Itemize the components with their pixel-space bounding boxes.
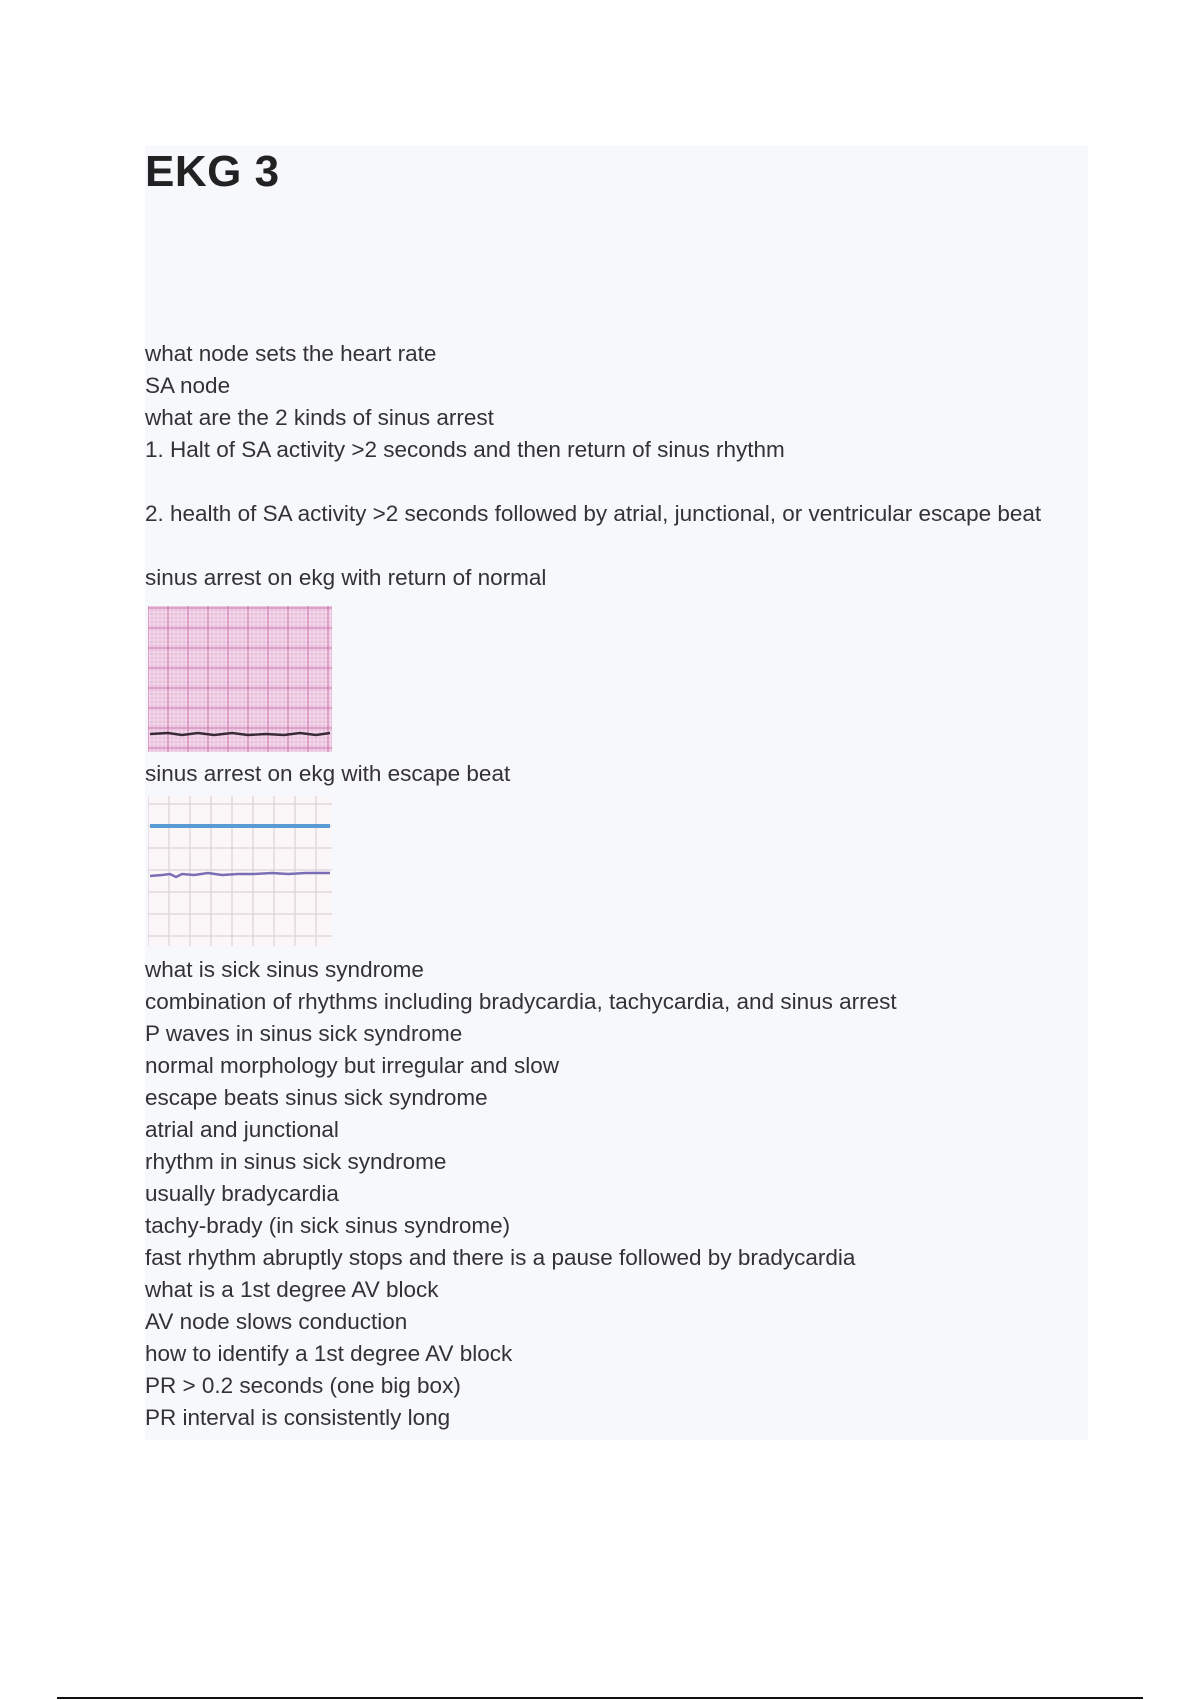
text-line: 1. Halt of SA activity >2 seconds and then return of sinus rhythm [145, 437, 785, 462]
text-line: how to identify a 1st degree AV block [145, 1341, 513, 1366]
text-line: atrial and junctional [145, 1117, 339, 1142]
text-line: P waves in sinus sick syndrome [145, 1021, 463, 1046]
text-line: combination of rhythms including bradycardia, tachycardia, and sinus arrest [145, 989, 897, 1014]
text-line: fast rhythm abruptly stops and there is a pause followed by bradycardia [145, 1245, 856, 1270]
text-line: what is a 1st degree AV block [145, 1277, 439, 1302]
qa-block-2 [145, 498, 1085, 530]
text-line: what are the 2 kinds of sinus arrest [145, 405, 494, 430]
text-line: what node sets the heart rate [145, 341, 437, 366]
ekg-caption-return-normal: sinus arrest on ekg with return of normal [145, 565, 547, 590]
text-line: SA node [145, 373, 231, 398]
text-line: tachy-brady (in sick sinus syndrome) [145, 1213, 511, 1238]
text-line: what is sick sinus syndrome [145, 957, 424, 982]
text-line: rhythm in sinus sick syndrome [145, 1149, 447, 1174]
text-line: normal morphology but irregular and slow [145, 1053, 559, 1078]
text-line: escape beats sinus sick syndrome [145, 1085, 488, 1110]
footer-divider [57, 1697, 1143, 1699]
ekg-strip-escape-beat-image [148, 796, 332, 946]
text-line: AV node slows conduction [145, 1309, 408, 1334]
text-line: PR > 0.2 seconds (one big box) [145, 1373, 461, 1398]
ekg-strip-return-normal-image [148, 606, 332, 752]
text-line: PR interval is consistently long [145, 1405, 451, 1430]
text-line: 2. health of SA activity >2 seconds followed by atrial, junctional, or ventricular escape beat [145, 501, 1042, 526]
page-title: EKG 3 [145, 147, 280, 196]
text-line: usually bradycardia [145, 1181, 339, 1206]
ekg-caption-escape-beat: sinus arrest on ekg with escape beat [145, 761, 511, 786]
qa-block-3 [145, 954, 1085, 1434]
qa-block-1 [145, 338, 1085, 466]
